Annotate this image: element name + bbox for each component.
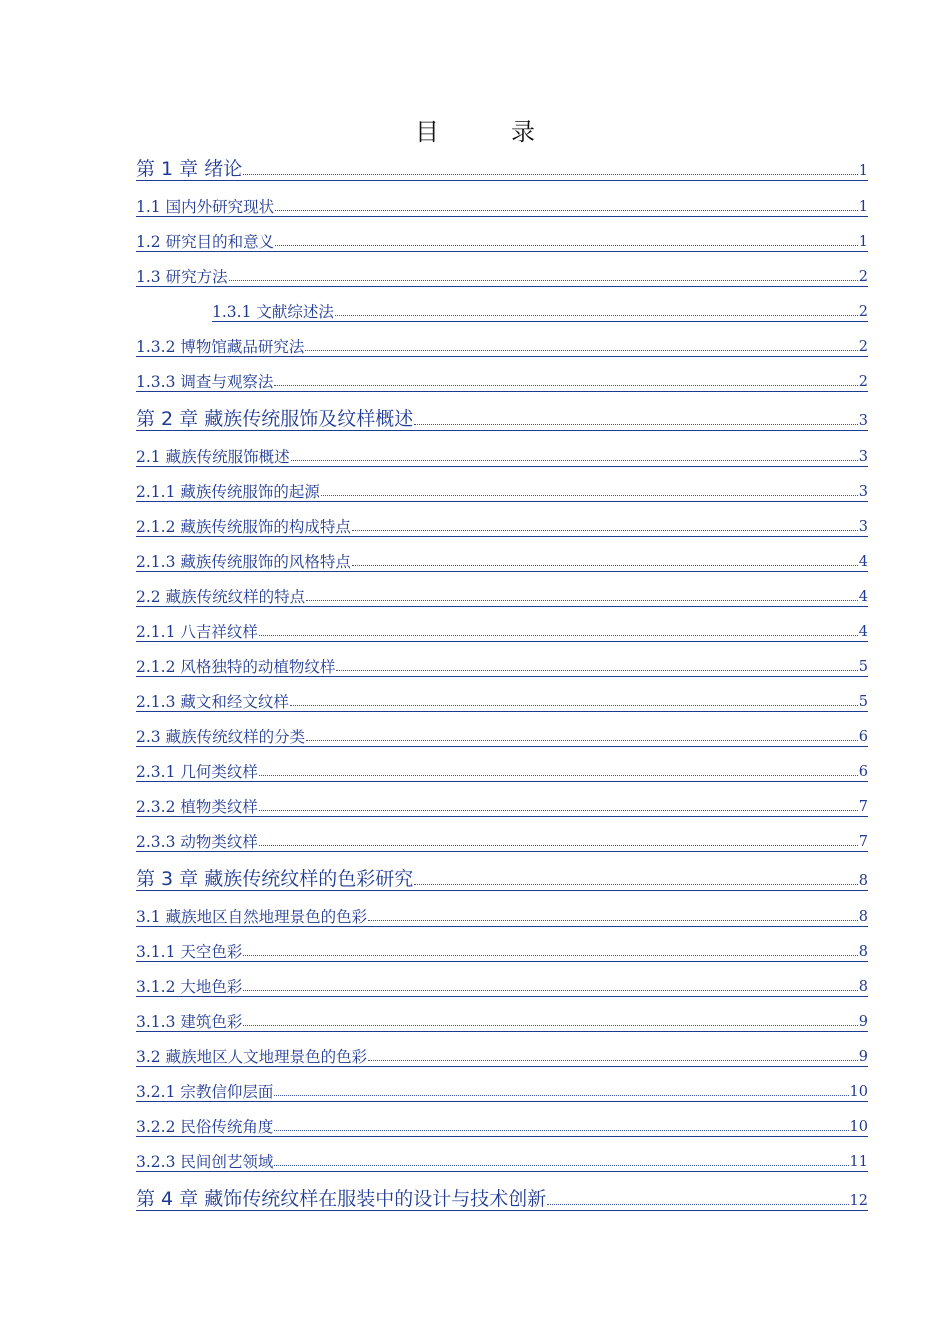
toc-dot-leader (275, 210, 858, 211)
toc-page-number: 5 (858, 694, 868, 711)
toc-dot-leader (321, 495, 858, 496)
toc-section-entry[interactable] (136, 659, 868, 677)
toc-section-entry[interactable] (136, 1049, 868, 1067)
toc-section-entry[interactable] (136, 1154, 868, 1172)
toc-page-number: 4 (858, 589, 868, 606)
toc-section-entry[interactable] (136, 1014, 868, 1032)
toc-entry-label: 2.1.1 八吉祥纹样 (136, 623, 258, 641)
toc-dot-leader (229, 280, 858, 281)
toc-section-entry[interactable] (136, 729, 868, 747)
toc-page-number: 3 (858, 449, 868, 466)
toc-section-entry[interactable] (136, 909, 868, 927)
toc-page-number: 1 (858, 162, 868, 179)
toc-entry-label: 3.2.3 民间创艺领域 (136, 1153, 274, 1171)
toc-entry-label: 3.1.1 天空色彩 (136, 943, 243, 961)
toc-dot-leader (274, 1165, 848, 1166)
toc-section-entry[interactable] (136, 834, 868, 852)
toc-section-entry[interactable] (136, 1119, 868, 1137)
toc-page-number: 2 (858, 269, 868, 286)
toc-section-entry[interactable] (136, 1084, 868, 1102)
toc-entry-label: 2.1 藏族传统服饰概述 (136, 448, 290, 466)
toc-page-number: 8 (858, 979, 868, 996)
toc-entry-label: 2.1.1 藏族传统服饰的起源 (136, 483, 320, 501)
toc-page-number: 7 (858, 799, 868, 816)
toc-title: 目 录 (415, 118, 559, 146)
toc-entry-label: 3.2 藏族地区人文地理景色的色彩 (136, 1048, 368, 1066)
toc-chapter-entry[interactable] (136, 159, 868, 181)
toc-dot-leader (275, 245, 858, 246)
toc-dot-leader (306, 600, 858, 601)
toc-dot-leader (336, 670, 857, 671)
toc-section-entry[interactable] (136, 234, 868, 252)
toc-page-number: 10 (849, 1084, 868, 1101)
toc-entry-label: 第 2 章 藏族传统服饰及纹样概述 (136, 408, 414, 430)
toc-section-entry[interactable] (136, 944, 868, 962)
toc-chapter-entry[interactable] (136, 409, 868, 431)
toc-dot-leader (259, 810, 858, 811)
toc-dot-leader (352, 565, 858, 566)
toc-chapter-entry[interactable] (136, 869, 868, 891)
toc-dot-leader (290, 705, 858, 706)
toc-dot-leader (243, 1025, 857, 1026)
toc-dot-leader (274, 1130, 848, 1131)
toc-entry-label: 1.1 国内外研究现状 (136, 198, 275, 216)
toc-page-number: 10 (849, 1119, 868, 1136)
toc-entry-label: 1.3.2 博物馆藏品研究法 (136, 338, 305, 356)
toc-page-number: 1 (858, 199, 868, 216)
toc-entry-label: 2.1.2 风格独特的动植物纹样 (136, 658, 336, 676)
toc-section-entry[interactable] (136, 799, 868, 817)
toc-page-number: 2 (858, 374, 868, 391)
toc-section-entry[interactable] (136, 554, 868, 572)
toc-entry-label: 3.2.2 民俗传统角度 (136, 1118, 274, 1136)
toc-dot-leader (414, 884, 858, 885)
toc-section-entry[interactable] (136, 449, 868, 467)
toc-page-number: 12 (849, 1192, 868, 1209)
toc-page-number: 7 (858, 834, 868, 851)
toc-entry-label: 2.3.3 动物类纹样 (136, 833, 258, 851)
toc-dot-leader (352, 530, 858, 531)
toc-page-number: 6 (858, 729, 868, 746)
toc-section-entry[interactable] (136, 589, 868, 607)
toc-page-number: 3 (858, 484, 868, 501)
toc-section-entry[interactable] (136, 269, 868, 287)
toc-section-entry[interactable] (136, 519, 868, 537)
toc-entry-label: 2.1.2 藏族传统服饰的构成特点 (136, 518, 351, 536)
toc-page-number: 9 (858, 1014, 868, 1031)
toc-dot-leader (243, 990, 857, 991)
toc-entry-label: 第 4 章 藏饰传统纹样在服装中的设计与技术创新 (136, 1188, 547, 1210)
toc-section-entry[interactable] (136, 339, 868, 357)
toc-entry-label: 第 3 章 藏族传统纹样的色彩研究 (136, 868, 414, 890)
toc-entry-label: 2.1.3 藏文和经文纹样 (136, 693, 289, 711)
toc-entry-label: 1.3.1 文献综述法 (212, 303, 334, 321)
toc-page-number: 9 (858, 1049, 868, 1066)
toc-page-number: 4 (858, 624, 868, 641)
toc-dot-leader (259, 635, 858, 636)
toc-section-entry[interactable] (212, 304, 868, 322)
toc-entry-label: 2.2 藏族传统纹样的特点 (136, 588, 306, 606)
toc-entry-label: 1.2 研究目的和意义 (136, 233, 275, 251)
toc-dot-leader (243, 955, 857, 956)
toc-entry-label: 3.1 藏族地区自然地理景色的色彩 (136, 908, 368, 926)
toc-page-number: 8 (858, 872, 868, 889)
toc-dot-leader (306, 740, 858, 741)
toc-entry-label: 3.1.2 大地色彩 (136, 978, 243, 996)
toc-dot-leader (259, 845, 858, 846)
toc-entry-label: 2.3.1 几何类纹样 (136, 763, 258, 781)
toc-dot-leader (368, 1060, 858, 1061)
toc-dot-leader (274, 385, 857, 386)
toc-dot-leader (305, 350, 857, 351)
toc-page-number: 8 (858, 944, 868, 961)
toc-entry-label: 2.1.3 藏族传统服饰的风格特点 (136, 553, 351, 571)
toc-page-number: 6 (858, 764, 868, 781)
toc-dot-leader (259, 775, 858, 776)
toc-dot-leader (274, 1095, 848, 1096)
toc-chapter-entry[interactable] (136, 1189, 868, 1211)
toc-entry-label: 1.3.3 调查与观察法 (136, 373, 274, 391)
toc-dot-leader (414, 424, 858, 425)
toc-dot-leader (335, 315, 858, 316)
toc-page-number: 4 (858, 554, 868, 571)
toc-section-entry[interactable] (136, 979, 868, 997)
toc-section-entry[interactable] (136, 624, 868, 642)
toc-entry-label: 3.2.1 宗教信仰层面 (136, 1083, 274, 1101)
toc-dot-leader (291, 460, 858, 461)
toc-page-number: 2 (858, 304, 868, 321)
toc-entry-label: 1.3 研究方法 (136, 268, 228, 286)
toc-page-number: 3 (858, 519, 868, 536)
toc-dot-leader (547, 1204, 848, 1205)
toc-dot-leader (243, 174, 858, 175)
toc-section-entry[interactable] (136, 374, 868, 392)
toc-page-number: 5 (858, 659, 868, 676)
toc-page-number: 1 (858, 234, 868, 251)
toc-entry-label: 3.1.3 建筑色彩 (136, 1013, 243, 1031)
toc-page-number: 3 (858, 412, 868, 429)
toc-section-entry[interactable] (136, 764, 868, 782)
toc-section-entry[interactable] (136, 694, 868, 712)
toc-page-number: 8 (858, 909, 868, 926)
toc-page-number: 2 (858, 339, 868, 356)
toc-section-entry[interactable] (136, 199, 868, 217)
toc-entry-label: 第 1 章 绪论 (136, 158, 243, 180)
toc-dot-leader (368, 920, 858, 921)
toc-entry-label: 2.3.2 植物类纹样 (136, 798, 258, 816)
toc-page-number: 11 (849, 1154, 868, 1171)
toc-section-entry[interactable] (136, 484, 868, 502)
toc-entry-label: 2.3 藏族传统纹样的分类 (136, 728, 306, 746)
